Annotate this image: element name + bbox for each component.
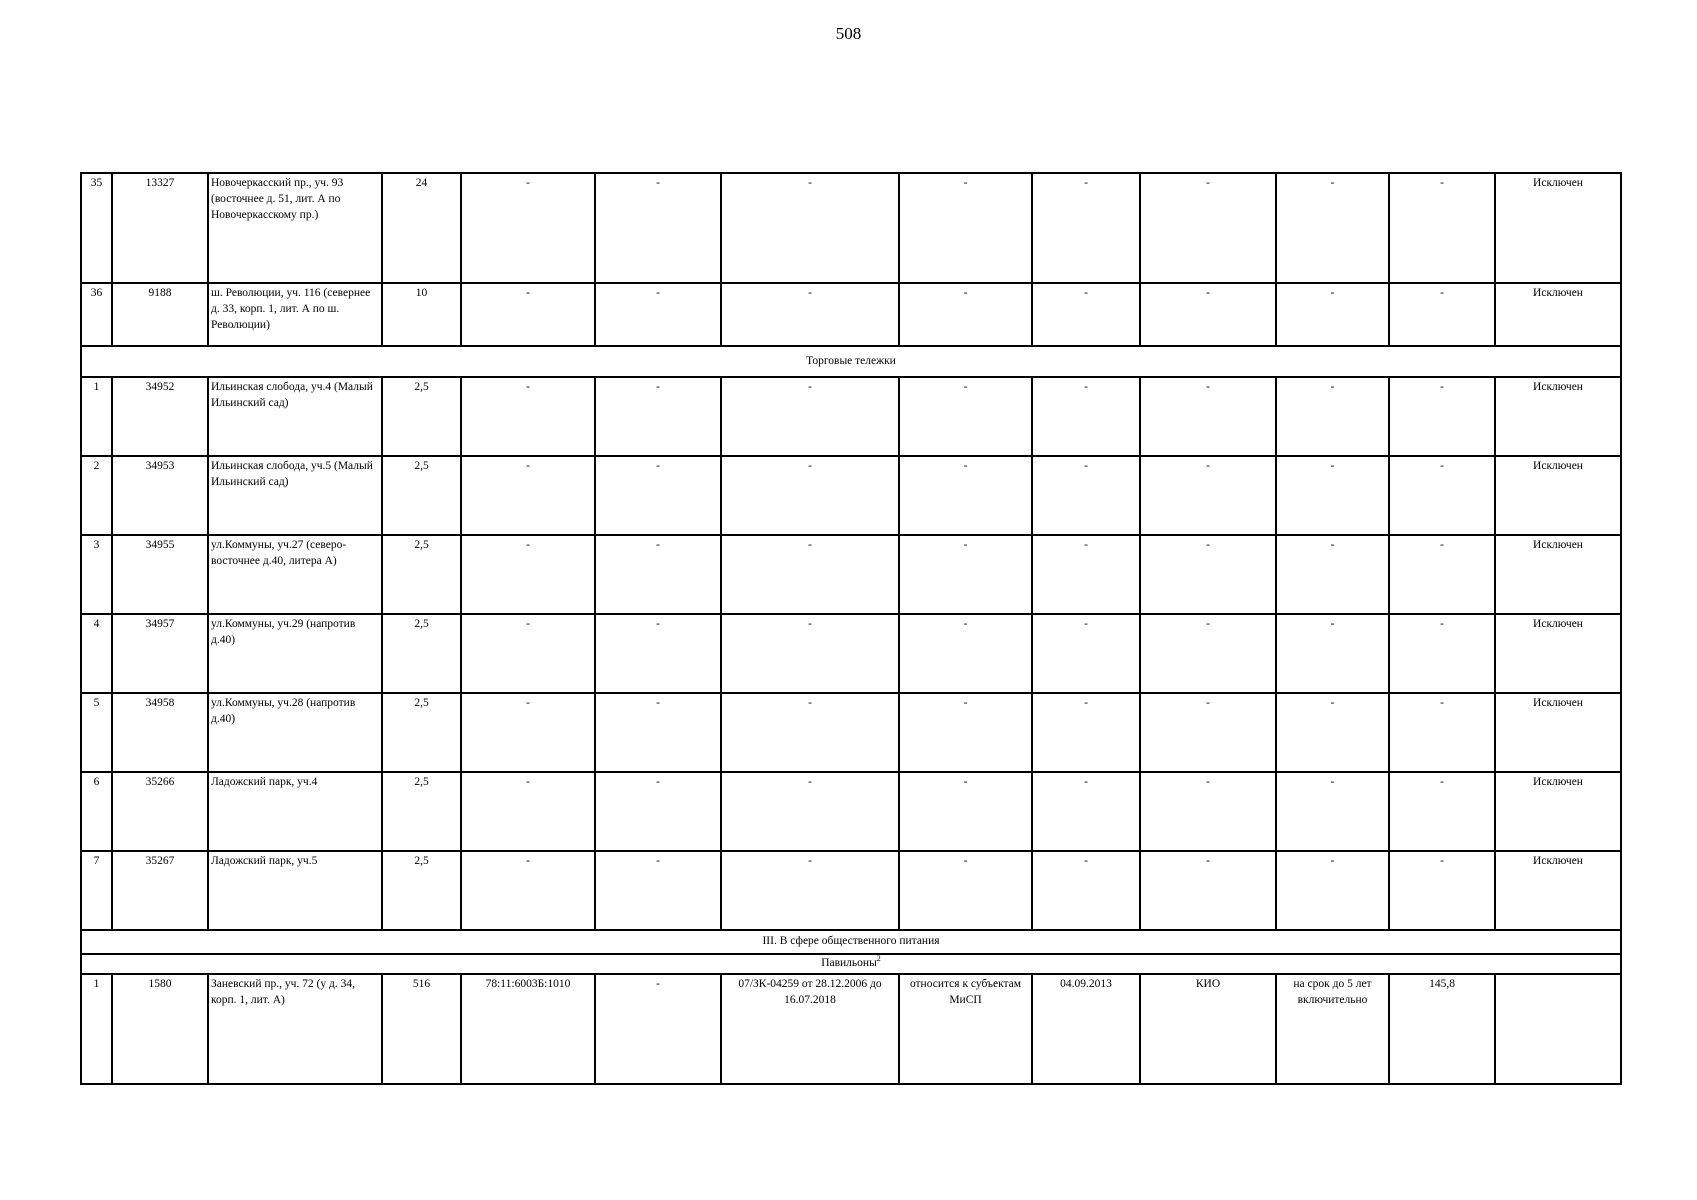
cell-subject-type: относится к субъектам МиСП (899, 974, 1032, 1084)
cell-col11: - (1276, 693, 1389, 772)
cell-address: ул.Коммуны, уч.27 (северо-восточнее д.40, литера А) (208, 535, 382, 614)
cell-col8: - (899, 377, 1032, 456)
cell-id: 35266 (112, 772, 208, 851)
cell-authority: КИО (1140, 974, 1276, 1084)
cell-col8: - (899, 283, 1032, 346)
cell-col10: - (1140, 173, 1276, 283)
footnote-marker: 2 (876, 954, 881, 964)
cell-address: Ильинская слобода, уч.5 (Малый Ильинский сад) (208, 456, 382, 535)
cell-col7: - (721, 851, 899, 930)
cell-col10: - (1140, 693, 1276, 772)
section-title-trolleys: Торговые тележки (81, 346, 1621, 377)
cell-col8: - (899, 456, 1032, 535)
cell-id: 34958 (112, 693, 208, 772)
cell-number: 36 (81, 283, 112, 346)
cell-number: 2 (81, 456, 112, 535)
cell-status: Исключен (1495, 283, 1621, 346)
cell-status: Исключен (1495, 851, 1621, 930)
cell-col6: - (595, 173, 721, 283)
cell-col7: - (721, 173, 899, 283)
table-row (81, 614, 1621, 693)
cell-col7: - (721, 772, 899, 851)
cell-col6: - (595, 456, 721, 535)
cell-col7: - (721, 377, 899, 456)
cell-id: 34955 (112, 535, 208, 614)
cell-col8: - (899, 772, 1032, 851)
section-header-row (81, 930, 1621, 954)
cell-term: на срок до 5 лет включительно (1276, 974, 1389, 1084)
cell-area: 2,5 (382, 377, 461, 456)
section-header-row (81, 346, 1621, 377)
table-row (81, 456, 1621, 535)
cell-id: 34957 (112, 614, 208, 693)
cell-number: 6 (81, 772, 112, 851)
cell-col5: - (461, 614, 595, 693)
cell-status: Исключен (1495, 614, 1621, 693)
table-row (81, 173, 1621, 283)
cell-col5: - (461, 851, 595, 930)
cell-col12: - (1389, 283, 1495, 346)
cell-col11: - (1276, 377, 1389, 456)
table-row (81, 377, 1621, 456)
cell-status: Исключен (1495, 772, 1621, 851)
cell-col6: - (595, 377, 721, 456)
cell-col7: - (721, 456, 899, 535)
cell-area: 24 (382, 173, 461, 283)
cell-address: Ильинская слобода, уч.4 (Малый Ильинский сад) (208, 377, 382, 456)
cell-area: 2,5 (382, 614, 461, 693)
cell-col9: - (1032, 851, 1140, 930)
page-number: 508 (835, 24, 862, 43)
cell-col12: - (1389, 772, 1495, 851)
cell-col6: - (595, 974, 721, 1084)
cell-col12: - (1389, 693, 1495, 772)
cell-address: Заневский пр., уч. 72 (у д. 34, корп. 1, лит. А) (208, 974, 382, 1084)
table-row (81, 974, 1621, 1084)
cell-number: 7 (81, 851, 112, 930)
cell-col11: - (1276, 283, 1389, 346)
cell-number: 5 (81, 693, 112, 772)
cell-col6: - (595, 693, 721, 772)
table-row (81, 693, 1621, 772)
cell-col5: - (461, 535, 595, 614)
cell-cadastral-number: 78:11:6003Б:1010 (461, 974, 595, 1084)
table-row (81, 851, 1621, 930)
cell-col10: - (1140, 377, 1276, 456)
cell-col6: - (595, 851, 721, 930)
cell-col12: - (1389, 456, 1495, 535)
cell-col5: - (461, 693, 595, 772)
cell-col12: - (1389, 377, 1495, 456)
table-row (81, 772, 1621, 851)
cell-status (1495, 974, 1621, 1084)
cell-address: Ладожский парк, уч.5 (208, 851, 382, 930)
cell-col8: - (899, 693, 1032, 772)
cell-col8: - (899, 614, 1032, 693)
cell-col12: - (1389, 851, 1495, 930)
cell-number: 3 (81, 535, 112, 614)
cell-col11: - (1276, 614, 1389, 693)
register-table (80, 172, 1622, 1085)
cell-date: 04.09.2013 (1032, 974, 1140, 1084)
cell-col11: - (1276, 535, 1389, 614)
cell-col7: - (721, 614, 899, 693)
cell-col11: - (1276, 851, 1389, 930)
cell-area: 2,5 (382, 772, 461, 851)
cell-col10: - (1140, 772, 1276, 851)
cell-col9: - (1032, 614, 1140, 693)
cell-col10: - (1140, 283, 1276, 346)
cell-col5: - (461, 283, 595, 346)
cell-col7: - (721, 535, 899, 614)
cell-status: Исключен (1495, 535, 1621, 614)
cell-address: Новочеркасский пр., уч. 93 (восточнее д. 51, лит. А по Новочеркасскому пр.) (208, 173, 382, 283)
cell-col9: - (1032, 456, 1140, 535)
cell-number: 1 (81, 974, 112, 1084)
cell-col5: - (461, 456, 595, 535)
cell-id: 35267 (112, 851, 208, 930)
cell-address: ул.Коммуны, уч.29 (напротив д.40) (208, 614, 382, 693)
cell-col8: - (899, 851, 1032, 930)
cell-status: Исключен (1495, 693, 1621, 772)
cell-id: 1580 (112, 974, 208, 1084)
cell-number: 1 (81, 377, 112, 456)
cell-id: 13327 (112, 173, 208, 283)
cell-address: ул.Коммуны, уч.28 (напротив д.40) (208, 693, 382, 772)
cell-col5: - (461, 377, 595, 456)
cell-status: Исключен (1495, 456, 1621, 535)
cell-address: Ладожский парк, уч.4 (208, 772, 382, 851)
cell-area: 2,5 (382, 693, 461, 772)
cell-col11: - (1276, 772, 1389, 851)
cell-col6: - (595, 535, 721, 614)
cell-value: 145,8 (1389, 974, 1495, 1084)
cell-col6: - (595, 283, 721, 346)
cell-col9: - (1032, 173, 1140, 283)
cell-col8: - (899, 173, 1032, 283)
cell-col9: - (1032, 772, 1140, 851)
cell-area: 516 (382, 974, 461, 1084)
cell-col12: - (1389, 173, 1495, 283)
cell-address: ш. Революции, уч. 116 (севернее д. 33, корп. 1, лит. А по ш. Революции) (208, 283, 382, 346)
cell-contract: 07/ЗК-04259 от 28.12.2006 до 16.07.2018 (721, 974, 899, 1084)
cell-col12: - (1389, 614, 1495, 693)
cell-col6: - (595, 772, 721, 851)
cell-status: Исключен (1495, 377, 1621, 456)
cell-col11: - (1276, 456, 1389, 535)
cell-col6: - (595, 614, 721, 693)
cell-col7: - (721, 693, 899, 772)
cell-status: Исключен (1495, 173, 1621, 283)
cell-col5: - (461, 772, 595, 851)
cell-area: 2,5 (382, 535, 461, 614)
cell-col12: - (1389, 535, 1495, 614)
cell-col9: - (1032, 377, 1140, 456)
cell-col7: - (721, 283, 899, 346)
subsection-header-row (81, 954, 1621, 974)
cell-area: 2,5 (382, 456, 461, 535)
cell-col8: - (899, 535, 1032, 614)
table-row (81, 283, 1621, 346)
cell-col10: - (1140, 456, 1276, 535)
cell-area: 2,5 (382, 851, 461, 930)
section-title-catering: III. В сфере общественного питания (81, 930, 1621, 954)
cell-col9: - (1032, 693, 1140, 772)
section-title-pavilions (81, 954, 1621, 974)
cell-col9: - (1032, 283, 1140, 346)
cell-col5: - (461, 173, 595, 283)
cell-col10: - (1140, 614, 1276, 693)
cell-col11: - (1276, 173, 1389, 283)
cell-id: 34952 (112, 377, 208, 456)
cell-id: 34953 (112, 456, 208, 535)
cell-col10: - (1140, 535, 1276, 614)
table-row (81, 535, 1621, 614)
section-title-pavilions-text: Павильоны (821, 957, 877, 970)
cell-id: 9188 (112, 283, 208, 346)
cell-col10: - (1140, 851, 1276, 930)
cell-number: 35 (81, 173, 112, 283)
cell-area: 10 (382, 283, 461, 346)
cell-col9: - (1032, 535, 1140, 614)
cell-number: 4 (81, 614, 112, 693)
